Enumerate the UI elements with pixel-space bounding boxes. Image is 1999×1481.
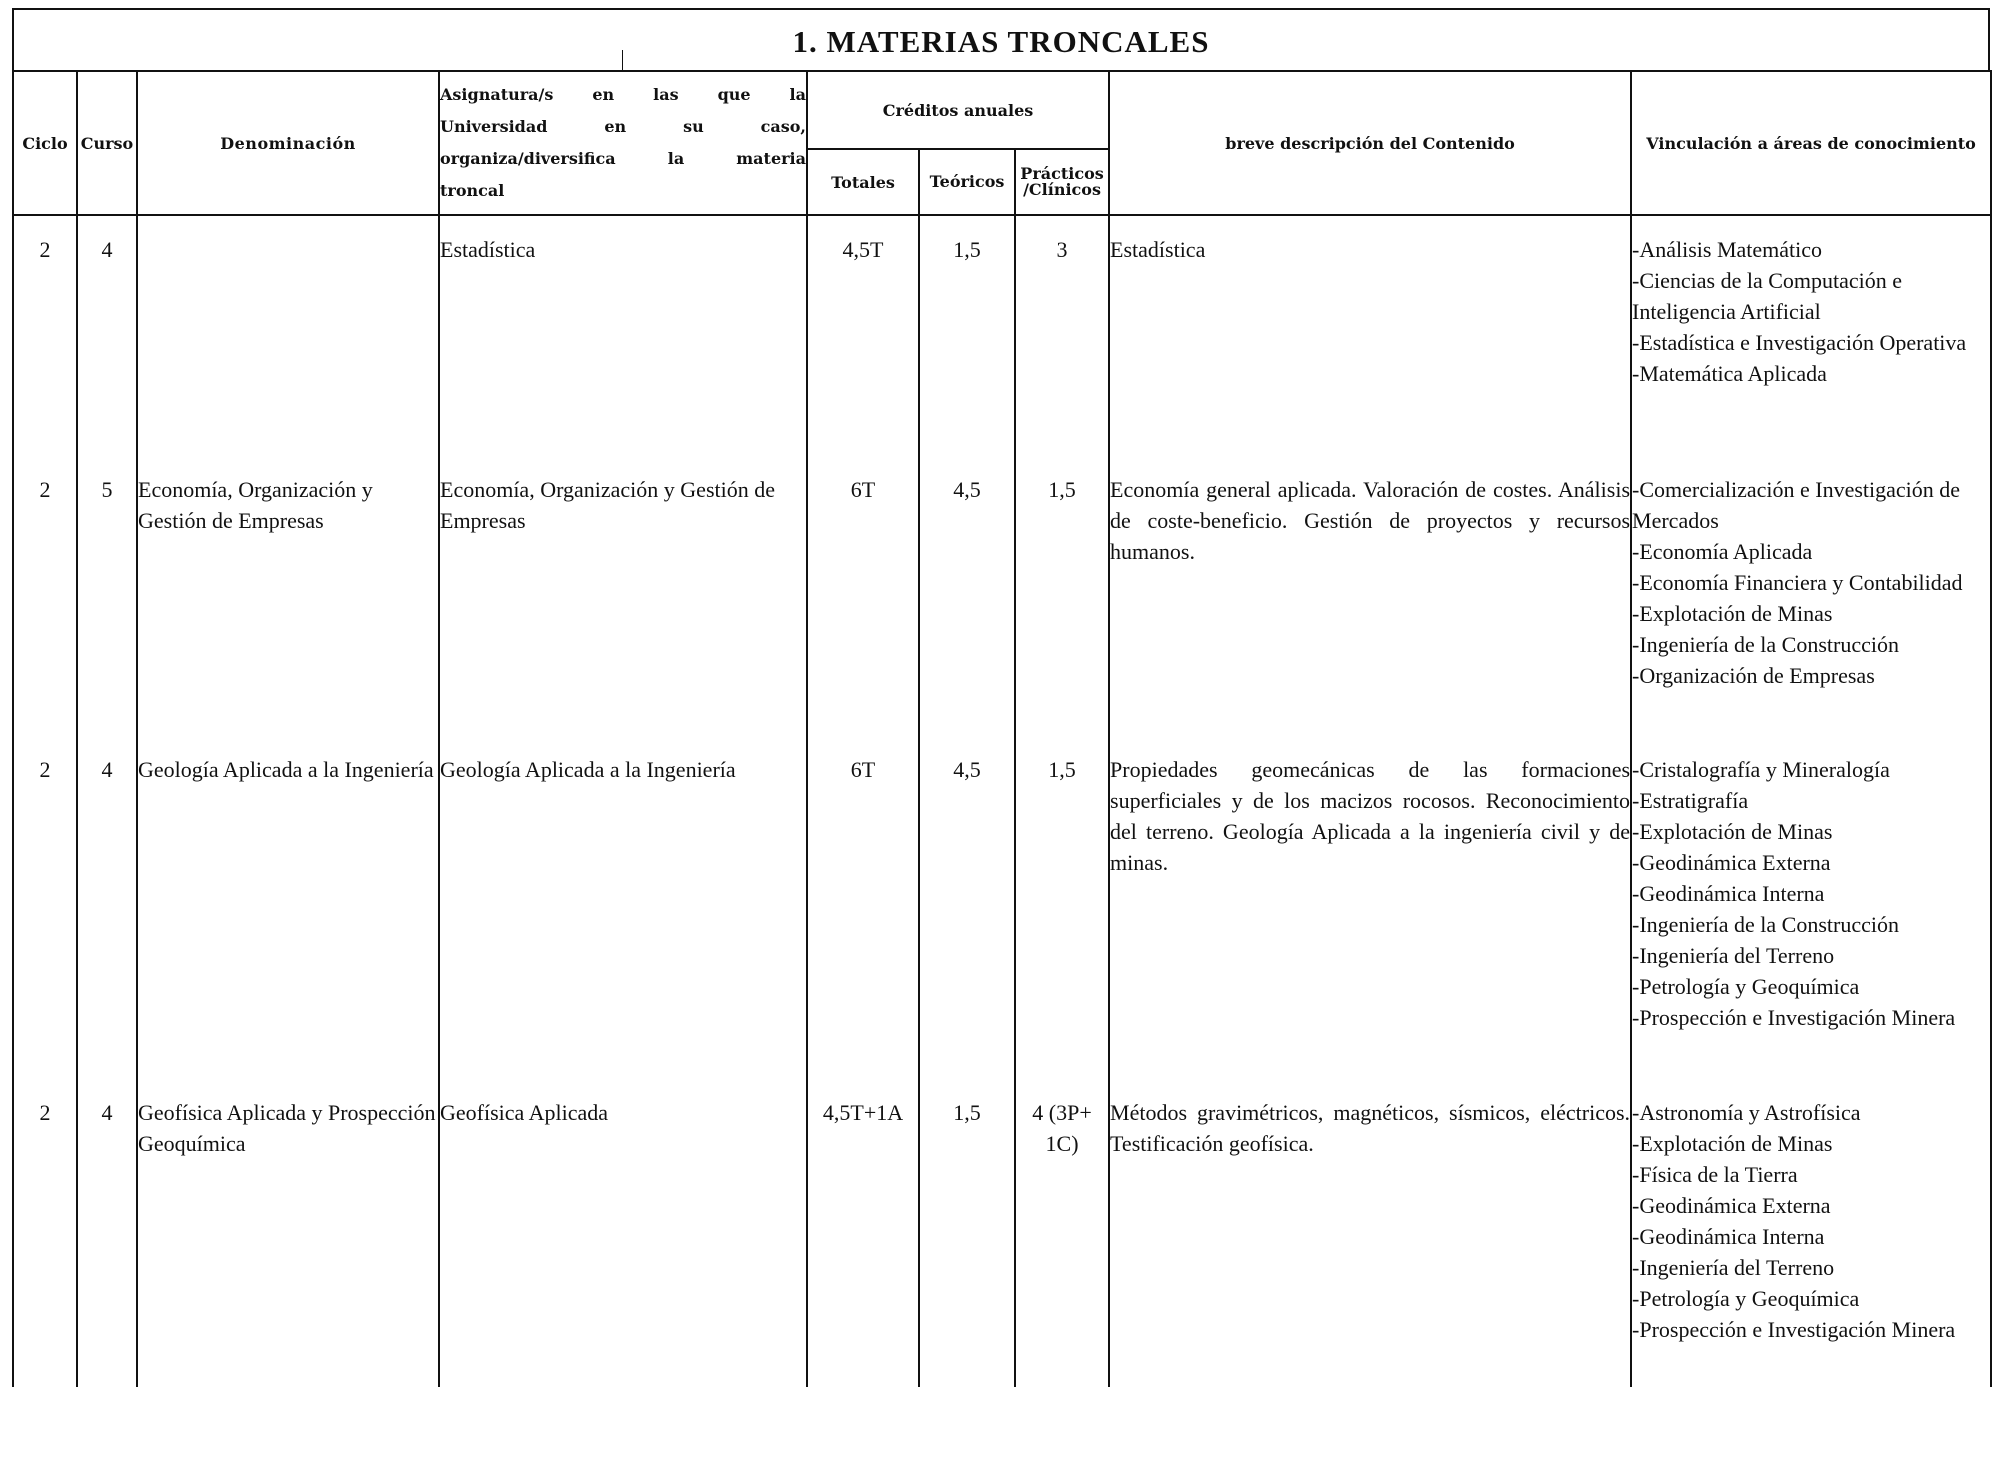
cell-asignatura: Geofísica Aplicada — [439, 1097, 807, 1387]
materias-table — [12, 70, 1992, 1387]
cell-ciclo: 2 — [13, 750, 77, 1097]
vinculacion-item: -Geodinámica Interna — [1632, 1224, 1825, 1249]
header-ciclo: Ciclo — [13, 71, 77, 215]
cell-practicos: 4 (3P+ 1C) — [1015, 1097, 1109, 1387]
vinculacion-item: -Análisis Matemático — [1632, 237, 1823, 262]
header-asignaturas-line: Asignatura/s en las que la — [440, 85, 806, 104]
cell-curso: 4 — [77, 215, 137, 466]
header-creditos-anuales: Créditos anuales — [807, 71, 1109, 149]
header-row-top — [13, 71, 1991, 149]
cell-denominacion: Geofísica Aplicada y Prospección Geoquímica — [137, 1097, 439, 1387]
vinculacion-item: -Economía Aplicada — [1632, 539, 1813, 564]
vinculacion-item: -Ingeniería del Terreno — [1632, 943, 1835, 968]
vinculacion-item: -Economía Financiera y Contabilidad — [1632, 570, 1963, 595]
cell-ciclo: 2 — [13, 215, 77, 466]
cell-descripcion: Propiedades geomecánicas de las formaciones superficiales y de los macizos rocosos. Reconocimiento del terreno. Geología Aplicada a la ingeniería civil y de minas. — [1109, 750, 1631, 1097]
vinculacion-item: -Explotación de Minas — [1632, 1131, 1833, 1156]
header-asignaturas-line: troncal — [440, 181, 505, 200]
cell-descripcion: Economía general aplicada. Valoración de costes. Análisis de coste-beneficio. Gestión de proyectos y recursos humanos. — [1109, 466, 1631, 750]
cell-totales: 6T — [807, 750, 919, 1097]
vinculacion-item: -Petrología y Geoquímica — [1632, 974, 1860, 999]
page-title: 1. MATERIAS TRONCALES — [792, 24, 1210, 59]
cell-ciclo: 2 — [13, 466, 77, 750]
cell-descripcion: Estadística — [1109, 215, 1631, 466]
header-asignaturas — [439, 71, 807, 215]
cell-asignatura: Economía, Organización y Gestión de Empresas — [439, 466, 807, 750]
header-totales: Totales — [807, 149, 919, 215]
title-box — [12, 8, 1990, 70]
cell-denominacion — [137, 215, 439, 466]
vinculacion-item: -Cristalografía y Mineralogía — [1632, 757, 1890, 782]
vinculacion-item: -Matemática Aplicada — [1632, 361, 1827, 386]
cell-descripcion: Métodos gravimétricos, magnéticos, sísmicos, eléctricos. Testificación geofísica. — [1109, 1097, 1631, 1387]
cell-teoricos: 4,5 — [919, 466, 1015, 750]
vinculacion-item: -Ingeniería del Terreno — [1632, 1255, 1835, 1280]
cell-teoricos: 1,5 — [919, 215, 1015, 466]
vinculacion-item: -Física de la Tierra — [1632, 1162, 1798, 1187]
cell-curso: 4 — [77, 750, 137, 1097]
vinculacion-item: -Geodinámica Interna — [1632, 881, 1825, 906]
header-denominacion: Denominación — [137, 71, 439, 215]
vinculacion-item: -Geodinámica Externa — [1632, 850, 1831, 875]
cell-asignatura: Estadística — [439, 215, 807, 466]
vinculacion-item: -Estratigrafía — [1632, 788, 1749, 813]
vinculacion-item: -Prospección e Investigación Minera — [1632, 1005, 1956, 1030]
vinculacion-item: -Estadística e Investigación Operativa — [1632, 330, 1967, 355]
header-vinculacion: Vinculación a áreas de conocimiento — [1631, 71, 1991, 215]
vinculacion-item: -Prospección e Investigación Minera — [1632, 1317, 1956, 1342]
vinculacion-item: -Explotación de Minas — [1632, 819, 1833, 844]
cell-denominacion: Economía, Organización y Gestión de Empresas — [137, 466, 439, 750]
cell-asignatura: Geología Aplicada a la Ingeniería — [439, 750, 807, 1097]
cell-totales: 4,5T+1A — [807, 1097, 919, 1387]
cell-totales: 6T — [807, 466, 919, 750]
cell-curso: 4 — [77, 1097, 137, 1387]
cell-practicos: 1,5 — [1015, 466, 1109, 750]
cell-practicos: 1,5 — [1015, 750, 1109, 1097]
vinculacion-item: -Astronomía y Astrofísica — [1632, 1100, 1861, 1125]
vinculacion-item: -Ciencias de la Computación e Inteligencia Artificial — [1632, 268, 1903, 324]
cell-totales: 4,5T — [807, 215, 919, 466]
vinculacion-item: -Ingeniería de la Construcción — [1632, 632, 1899, 657]
cell-teoricos: 1,5 — [919, 1097, 1015, 1387]
table-row — [13, 750, 1991, 1097]
vinculacion-item: -Explotación de Minas — [1632, 601, 1833, 626]
cell-vinculacion — [1631, 215, 1991, 466]
header-practicos: Prácticos /Clínicos — [1015, 149, 1109, 215]
table-row — [13, 1097, 1991, 1387]
header-asignaturas-line: organiza/diversifica la materia — [440, 149, 806, 168]
vinculacion-item: -Petrología y Geoquímica — [1632, 1286, 1860, 1311]
vinculacion-item: -Organización de Empresas — [1632, 663, 1875, 688]
cell-ciclo: 2 — [13, 1097, 77, 1387]
title-tick-mark — [622, 50, 623, 70]
table-row — [13, 215, 1991, 466]
vinculacion-item: -Geodinámica Externa — [1632, 1193, 1831, 1218]
table-row — [13, 466, 1991, 750]
cell-denominacion: Geología Aplicada a la Ingeniería — [137, 750, 439, 1097]
cell-vinculacion — [1631, 1097, 1991, 1387]
header-asignaturas-line: Universidad en su caso, — [440, 117, 806, 136]
cell-practicos: 3 — [1015, 215, 1109, 466]
cell-teoricos: 4,5 — [919, 750, 1015, 1097]
cell-vinculacion — [1631, 466, 1991, 750]
header-curso: Curso — [77, 71, 137, 215]
vinculacion-item: -Ingeniería de la Construcción — [1632, 912, 1899, 937]
header-teoricos: Teóricos — [919, 149, 1015, 215]
header-descripcion: breve descripción del Contenido — [1109, 71, 1631, 215]
cell-vinculacion — [1631, 750, 1991, 1097]
cell-curso: 5 — [77, 466, 137, 750]
vinculacion-item: -Comercialización e Investigación de Mercados — [1632, 477, 1961, 533]
